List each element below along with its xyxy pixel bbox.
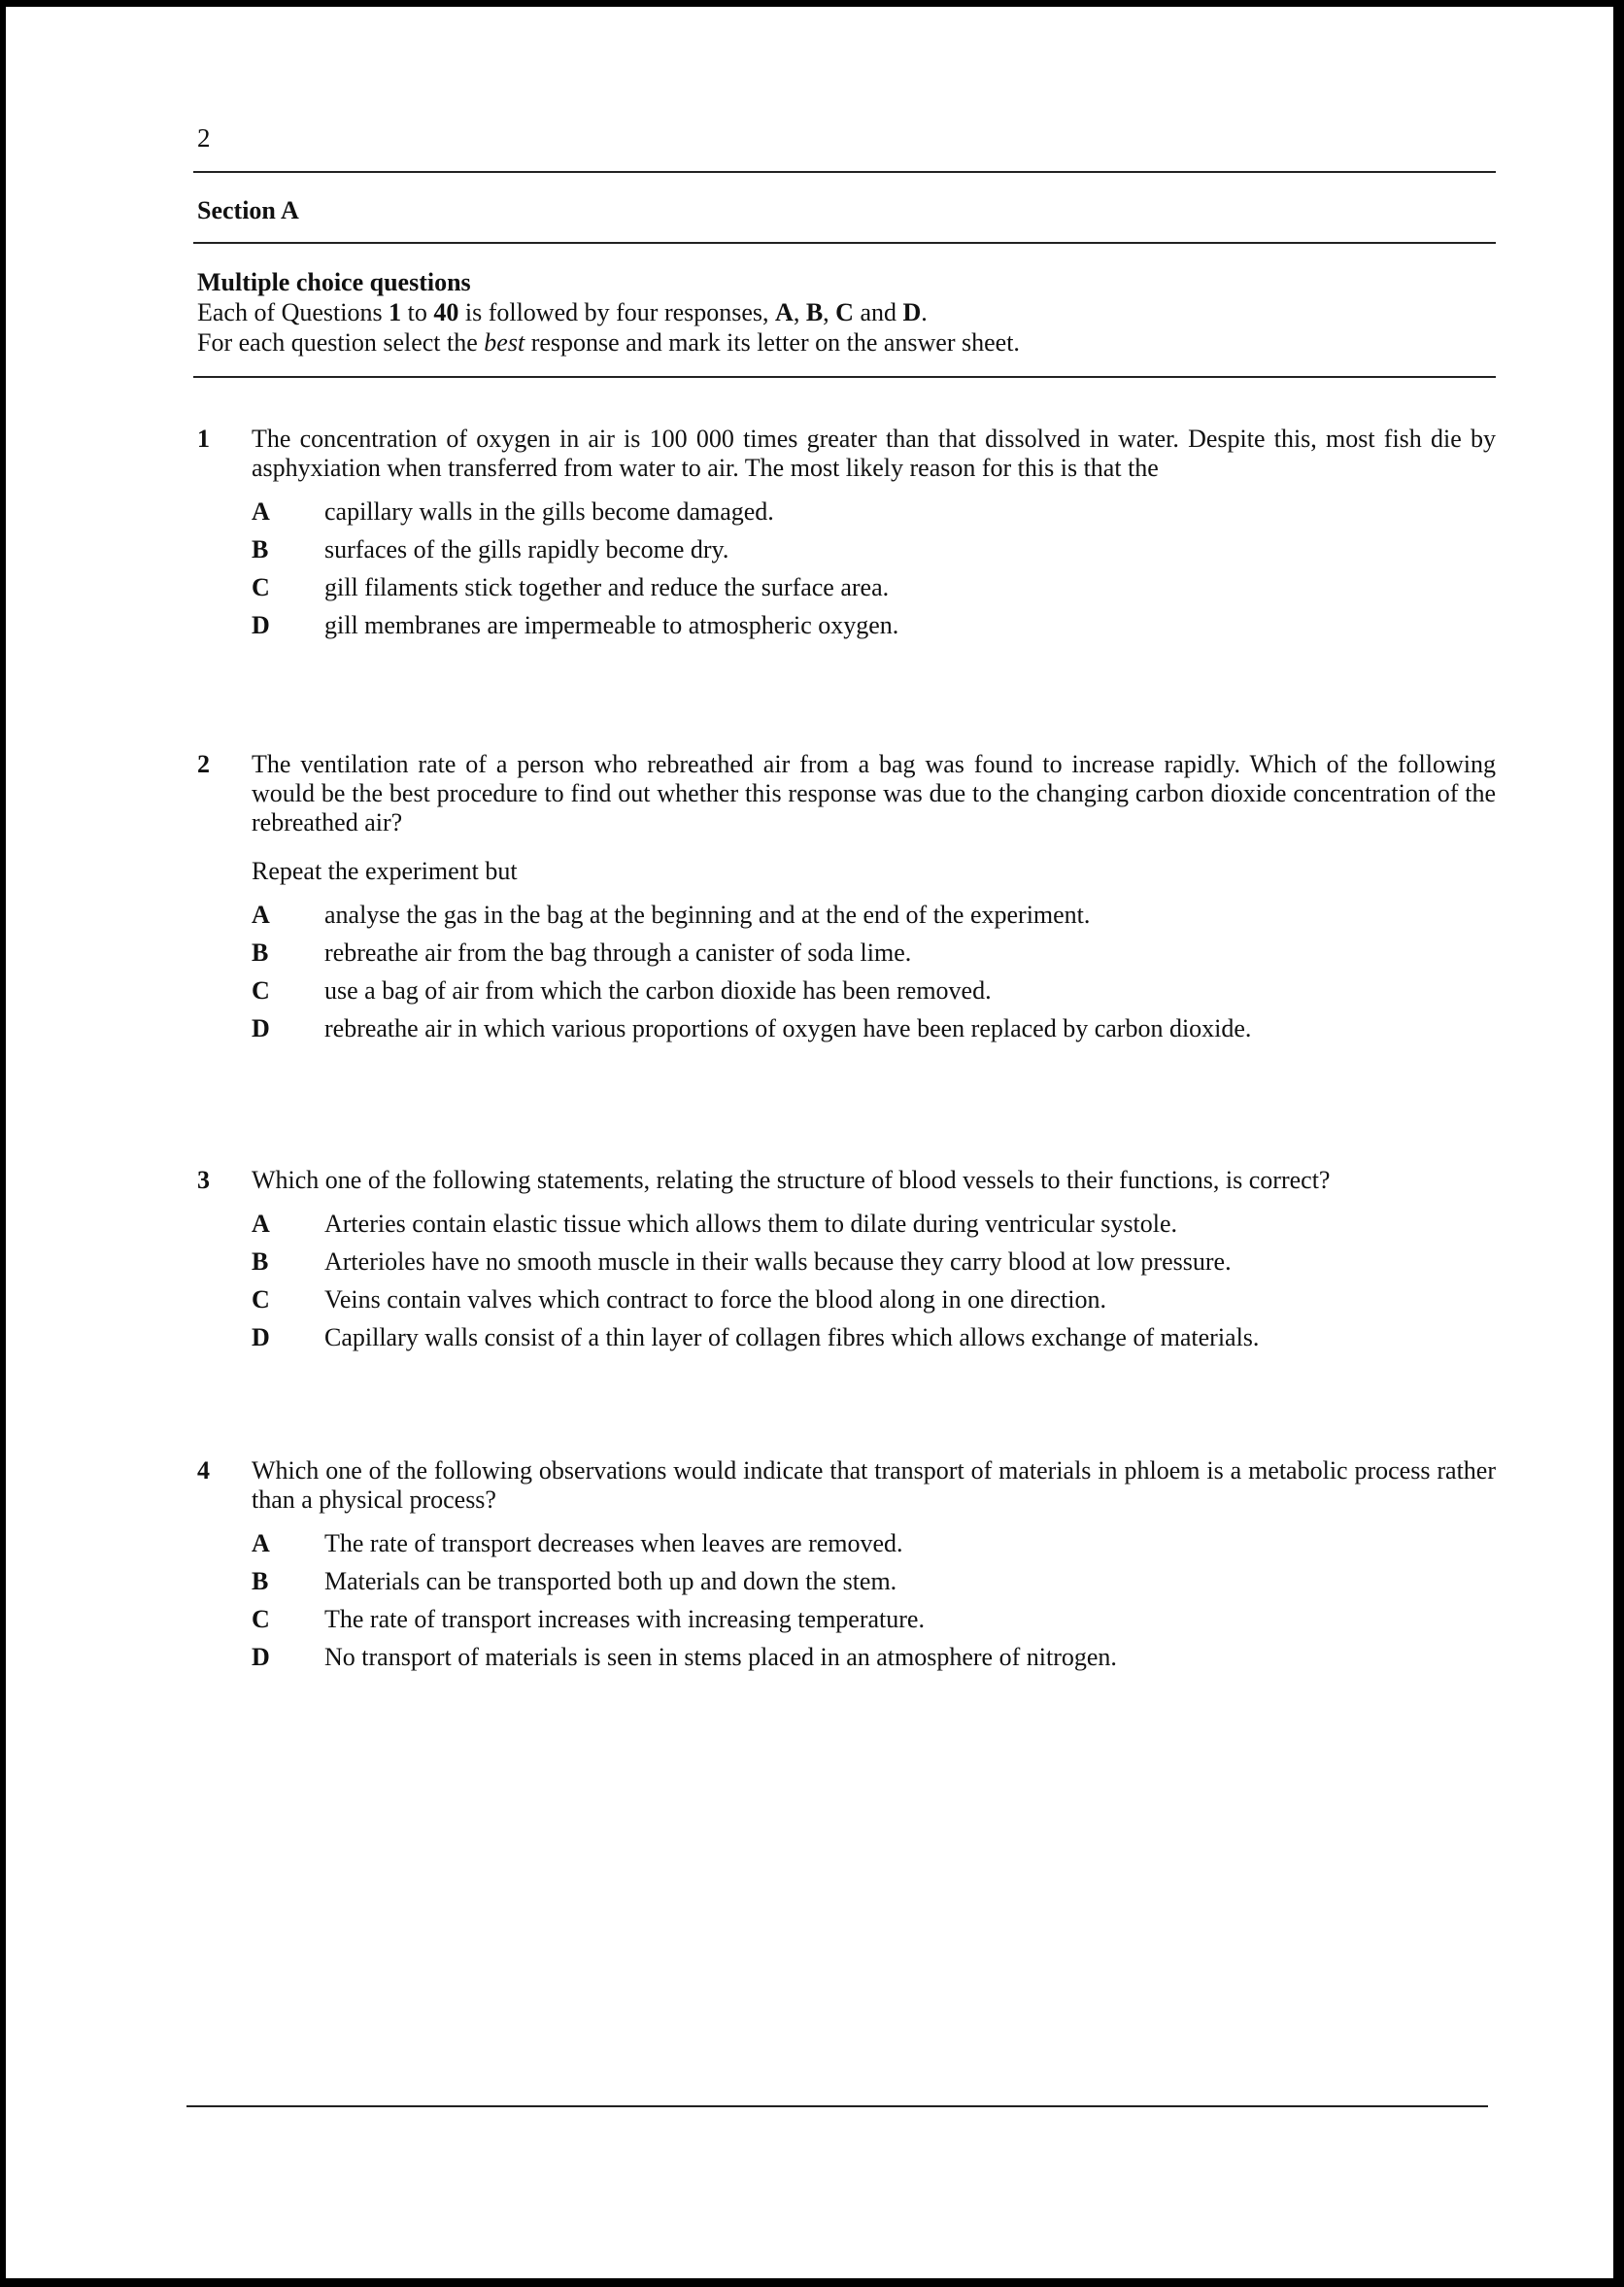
instructions-text: and — [853, 298, 903, 326]
instructions-text: For each question select the — [197, 328, 485, 357]
option-c — [252, 568, 1496, 606]
question-1 — [193, 425, 1496, 644]
divider — [193, 376, 1496, 378]
question-number: 1 — [197, 425, 210, 453]
option-a — [252, 1205, 1496, 1243]
option-letter: B — [252, 534, 269, 563]
option-letter: C — [252, 572, 270, 601]
option-text: gill membranes are impermeable to atmospheric oxygen. — [324, 610, 899, 639]
instructions-line-2 — [197, 327, 1020, 358]
option-letter: C — [252, 1284, 270, 1314]
instructions-text: D — [902, 298, 922, 326]
question-text: The ventilation rate of a person who rebreathed air from a bag was found to increase rapidly. Which of the following would be the best procedure to find out whether this response was due to the changing carbon dioxide concentration of the rebreathed air? — [252, 750, 1496, 836]
instructions-line-1 — [197, 297, 1020, 327]
option-list — [252, 1205, 1496, 1356]
instructions-text: A — [775, 298, 794, 326]
option-letter: C — [252, 975, 270, 1005]
instructions-emphasis: best — [484, 328, 525, 357]
instructions-text: C — [835, 298, 854, 326]
question-3 — [193, 1166, 1496, 1356]
option-letter: A — [252, 496, 270, 526]
option-letter: D — [252, 1013, 270, 1042]
instructions-text: to — [401, 298, 434, 326]
option-text: rebreathe air in which various proportions of oxygen have been replaced by carbon dioxide. — [324, 1013, 1252, 1042]
option-text: Materials can be transported both up and down the stem. — [324, 1566, 897, 1595]
option-text: capillary walls in the gills become damaged. — [324, 496, 774, 526]
section-title: Section A — [197, 196, 299, 224]
option-d — [252, 606, 1496, 644]
option-c — [252, 1600, 1496, 1638]
option-b — [252, 934, 1496, 972]
option-d — [252, 1009, 1496, 1047]
instructions-text: Each of Questions — [197, 298, 389, 326]
option-letter: B — [252, 1566, 269, 1595]
option-text: analyse the gas in the bag at the beginning and at the end of the experiment. — [324, 900, 1091, 929]
option-text: Capillary walls consist of a thin layer of collagen fibres which allows exchange of materials. — [324, 1322, 1260, 1351]
option-c — [252, 972, 1496, 1009]
question-number: 3 — [197, 1166, 210, 1194]
option-letter: A — [252, 900, 270, 929]
instructions-text: is followed by four responses, — [458, 298, 776, 326]
option-text: gill filaments stick together and reduce the surface area. — [324, 572, 890, 601]
question-text: Which one of the following statements, relating the structure of blood vessels to their functions, is correct? — [252, 1166, 1331, 1194]
option-text: surfaces of the gills rapidly become dry. — [324, 534, 729, 563]
page-number: 2 — [197, 123, 211, 153]
option-letter: A — [252, 1209, 270, 1238]
option-letter: D — [252, 610, 270, 639]
option-d — [252, 1638, 1496, 1676]
divider — [193, 242, 1496, 244]
option-letter: D — [252, 1322, 270, 1351]
option-text: Veins contain valves which contract to force the blood along in one direction. — [324, 1284, 1107, 1314]
instructions-text: , — [793, 298, 806, 326]
question-text: Which one of the following observations would indicate that transport of materials in phloem is a metabolic process rather than a physical process? — [252, 1456, 1496, 1514]
option-letter: A — [252, 1528, 270, 1557]
instructions-text: 1 — [389, 298, 402, 326]
option-list — [252, 896, 1496, 1047]
instructions-text: 40 — [433, 298, 459, 326]
option-b — [252, 530, 1496, 568]
option-letter: C — [252, 1604, 270, 1633]
instructions-text: , — [823, 298, 836, 326]
option-a — [252, 896, 1496, 934]
option-letter: B — [252, 938, 269, 967]
question-text: The concentration of oxygen in air is 100 000 times greater than that dissolved in water. Despite this, most fish die by asphyxiation when transferred from water to air. The most likely reason for this is that the — [252, 425, 1496, 482]
option-letter: B — [252, 1246, 269, 1276]
option-list — [252, 1524, 1496, 1676]
exam-page — [6, 7, 1613, 2278]
option-text: No transport of materials is seen in stems placed in an atmosphere of nitrogen. — [324, 1642, 1117, 1671]
footer-divider — [186, 2105, 1488, 2107]
option-text: Arteries contain elastic tissue which allows them to dilate during ventricular systole. — [324, 1209, 1177, 1238]
question-number: 4 — [197, 1456, 210, 1485]
option-d — [252, 1318, 1496, 1356]
option-text: use a bag of air from which the carbon dioxide has been removed. — [324, 975, 992, 1005]
option-c — [252, 1280, 1496, 1318]
option-text: The rate of transport increases with increasing temperature. — [324, 1604, 925, 1633]
question-2 — [193, 750, 1496, 1047]
divider — [193, 171, 1496, 173]
option-text: The rate of transport decreases when leaves are removed. — [324, 1528, 903, 1557]
option-a — [252, 1524, 1496, 1562]
instructions-text: . — [921, 298, 928, 326]
instructions-text: B — [805, 298, 824, 326]
option-list — [252, 493, 1496, 644]
option-letter: D — [252, 1642, 270, 1671]
option-a — [252, 493, 1496, 530]
question-4 — [193, 1456, 1496, 1676]
question-number: 2 — [197, 750, 210, 778]
option-b — [252, 1562, 1496, 1600]
option-text: rebreathe air from the bag through a canister of soda lime. — [324, 938, 912, 967]
instructions-title: Multiple choice questions — [197, 268, 471, 296]
option-b — [252, 1243, 1496, 1280]
instructions-text: response and mark its letter on the answer sheet. — [524, 328, 1020, 357]
option-text: Arterioles have no smooth muscle in their walls because they carry blood at low pressure. — [324, 1246, 1232, 1276]
instructions — [197, 267, 1020, 358]
question-lead-in: Repeat the experiment but — [252, 857, 518, 885]
